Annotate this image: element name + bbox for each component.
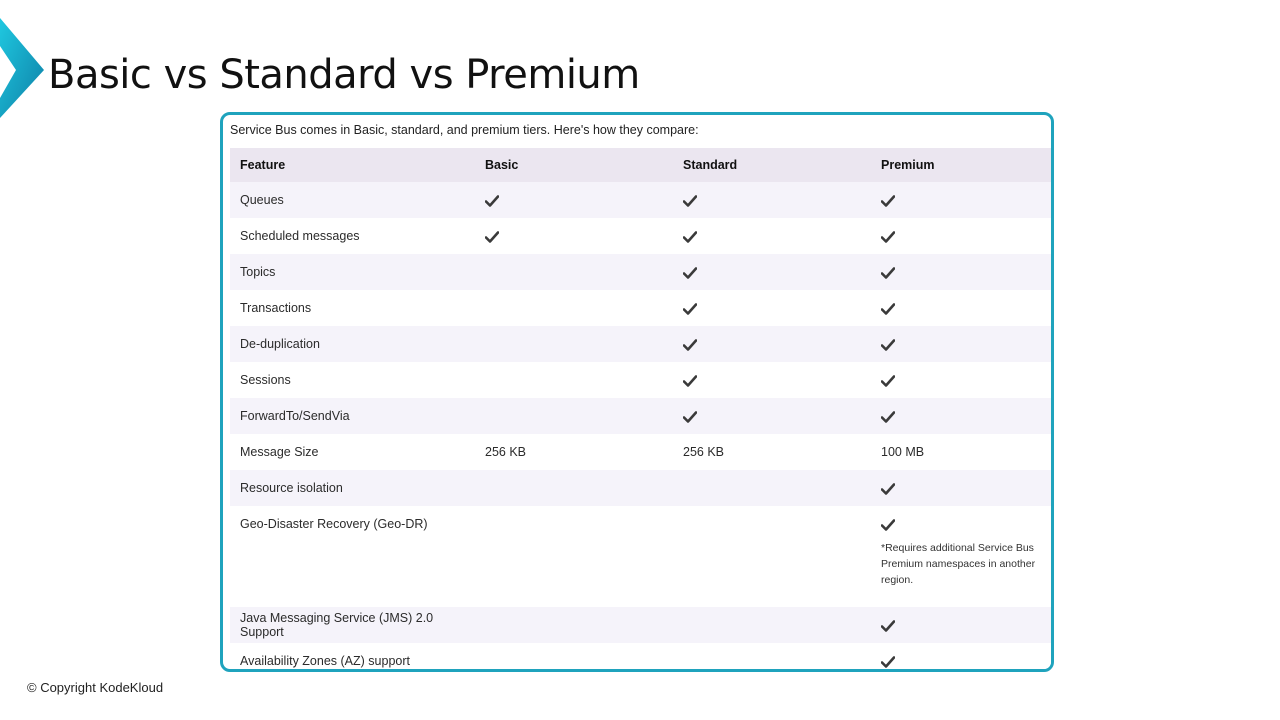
- premium-cell: [871, 434, 1054, 470]
- premium-cell: [871, 506, 1054, 607]
- premium-cell: [871, 290, 1054, 326]
- standard-cell: [673, 607, 871, 643]
- table-row: [230, 398, 1054, 434]
- standard-cell: [673, 326, 871, 362]
- basic-cell: [475, 290, 673, 326]
- comparison-panel: [220, 112, 1054, 672]
- premium-cell: [871, 254, 1054, 290]
- feature-cell: ForwardTo/SendVia: [230, 398, 475, 434]
- intro-text: Service Bus comes in Basic, standard, and premium tiers. Here's how they compare:: [230, 123, 699, 137]
- feature-cell: Queues: [230, 182, 475, 218]
- premium-cell: [871, 182, 1054, 218]
- premium-cell: [871, 326, 1054, 362]
- checkmark-icon: [881, 656, 895, 668]
- table-row: [230, 470, 1054, 506]
- checkmark-icon: [881, 231, 895, 243]
- premium-cell: [871, 362, 1054, 398]
- checkmark-icon: [881, 339, 895, 351]
- checkmark-icon: [683, 339, 697, 351]
- standard-cell: [673, 218, 871, 254]
- standard-cell: [673, 470, 871, 506]
- table-row: [230, 643, 1054, 672]
- checkmark-icon: [881, 483, 895, 495]
- checkmark-icon: [881, 267, 895, 279]
- header-standard: Standard: [673, 148, 871, 182]
- table-row: [230, 506, 1054, 607]
- table-row: [230, 218, 1054, 254]
- checkmark-icon: [485, 231, 499, 243]
- table-row: [230, 254, 1054, 290]
- checkmark-icon: [683, 267, 697, 279]
- basic-cell: [475, 362, 673, 398]
- standard-cell: [673, 290, 871, 326]
- premium-cell: [871, 398, 1054, 434]
- table-row: [230, 607, 1054, 643]
- checkmark-icon: [683, 411, 697, 423]
- header-basic: Basic: [475, 148, 673, 182]
- basic-cell: [475, 326, 673, 362]
- basic-cell: [475, 470, 673, 506]
- table-row: [230, 362, 1054, 398]
- checkmark-icon: [683, 231, 697, 243]
- checkmark-icon: [683, 375, 697, 387]
- standard-cell: [673, 182, 871, 218]
- checkmark-icon: [881, 519, 895, 531]
- checkmark-icon: [683, 195, 697, 207]
- basic-cell: [475, 182, 673, 218]
- feature-cell: Topics: [230, 254, 475, 290]
- checkmark-icon: [485, 195, 499, 207]
- premium-value: 100 MB: [881, 445, 925, 459]
- kodekloud-logo-icon: [0, 18, 44, 118]
- table-row: [230, 326, 1054, 362]
- basic-cell: [475, 506, 673, 607]
- table-row: [230, 182, 1054, 218]
- basic-cell: [475, 607, 673, 643]
- checkmark-icon: [881, 620, 895, 632]
- basic-cell: [475, 643, 673, 672]
- checkmark-icon: [881, 411, 895, 423]
- standard-value: 256 KB: [683, 445, 725, 459]
- feature-cell: Geo-Disaster Recovery (Geo-DR): [230, 506, 475, 607]
- premium-cell: [871, 607, 1054, 643]
- premium-cell: [871, 470, 1054, 506]
- premium-footnote: *Requires additional Service Bus Premium namespaces in another region.: [881, 542, 1036, 586]
- standard-cell: [673, 398, 871, 434]
- feature-cell: De-duplication: [230, 326, 475, 362]
- basic-value: 256 KB: [485, 445, 527, 459]
- feature-cell: Availability Zones (AZ) support: [230, 643, 475, 672]
- feature-cell: Transactions: [230, 290, 475, 326]
- checkmark-icon: [881, 195, 895, 207]
- basic-cell: [475, 398, 673, 434]
- basic-cell: [475, 434, 673, 470]
- tier-comparison-table: [230, 148, 1054, 672]
- slide-title: Basic vs Standard vs Premium: [48, 52, 640, 98]
- table-row: [230, 290, 1054, 326]
- feature-cell: Message Size: [230, 434, 475, 470]
- standard-cell: [673, 254, 871, 290]
- standard-cell: [673, 643, 871, 672]
- feature-cell: Java Messaging Service (JMS) 2.0 Support: [230, 607, 475, 643]
- feature-cell: Sessions: [230, 362, 475, 398]
- standard-cell: [673, 362, 871, 398]
- premium-cell: [871, 218, 1054, 254]
- table-header-row: [230, 148, 1054, 182]
- checkmark-icon: [881, 375, 895, 387]
- header-premium: Premium: [871, 148, 1054, 182]
- checkmark-icon: [881, 303, 895, 315]
- basic-cell: [475, 254, 673, 290]
- table-row: [230, 434, 1054, 470]
- standard-cell: [673, 434, 871, 470]
- basic-cell: [475, 218, 673, 254]
- copyright-text: © Copyright KodeKloud: [27, 680, 164, 695]
- feature-cell: Scheduled messages: [230, 218, 475, 254]
- standard-cell: [673, 506, 871, 607]
- feature-cell: Resource isolation: [230, 470, 475, 506]
- header-feature: Feature: [230, 148, 475, 182]
- premium-cell: [871, 643, 1054, 672]
- checkmark-icon: [683, 303, 697, 315]
